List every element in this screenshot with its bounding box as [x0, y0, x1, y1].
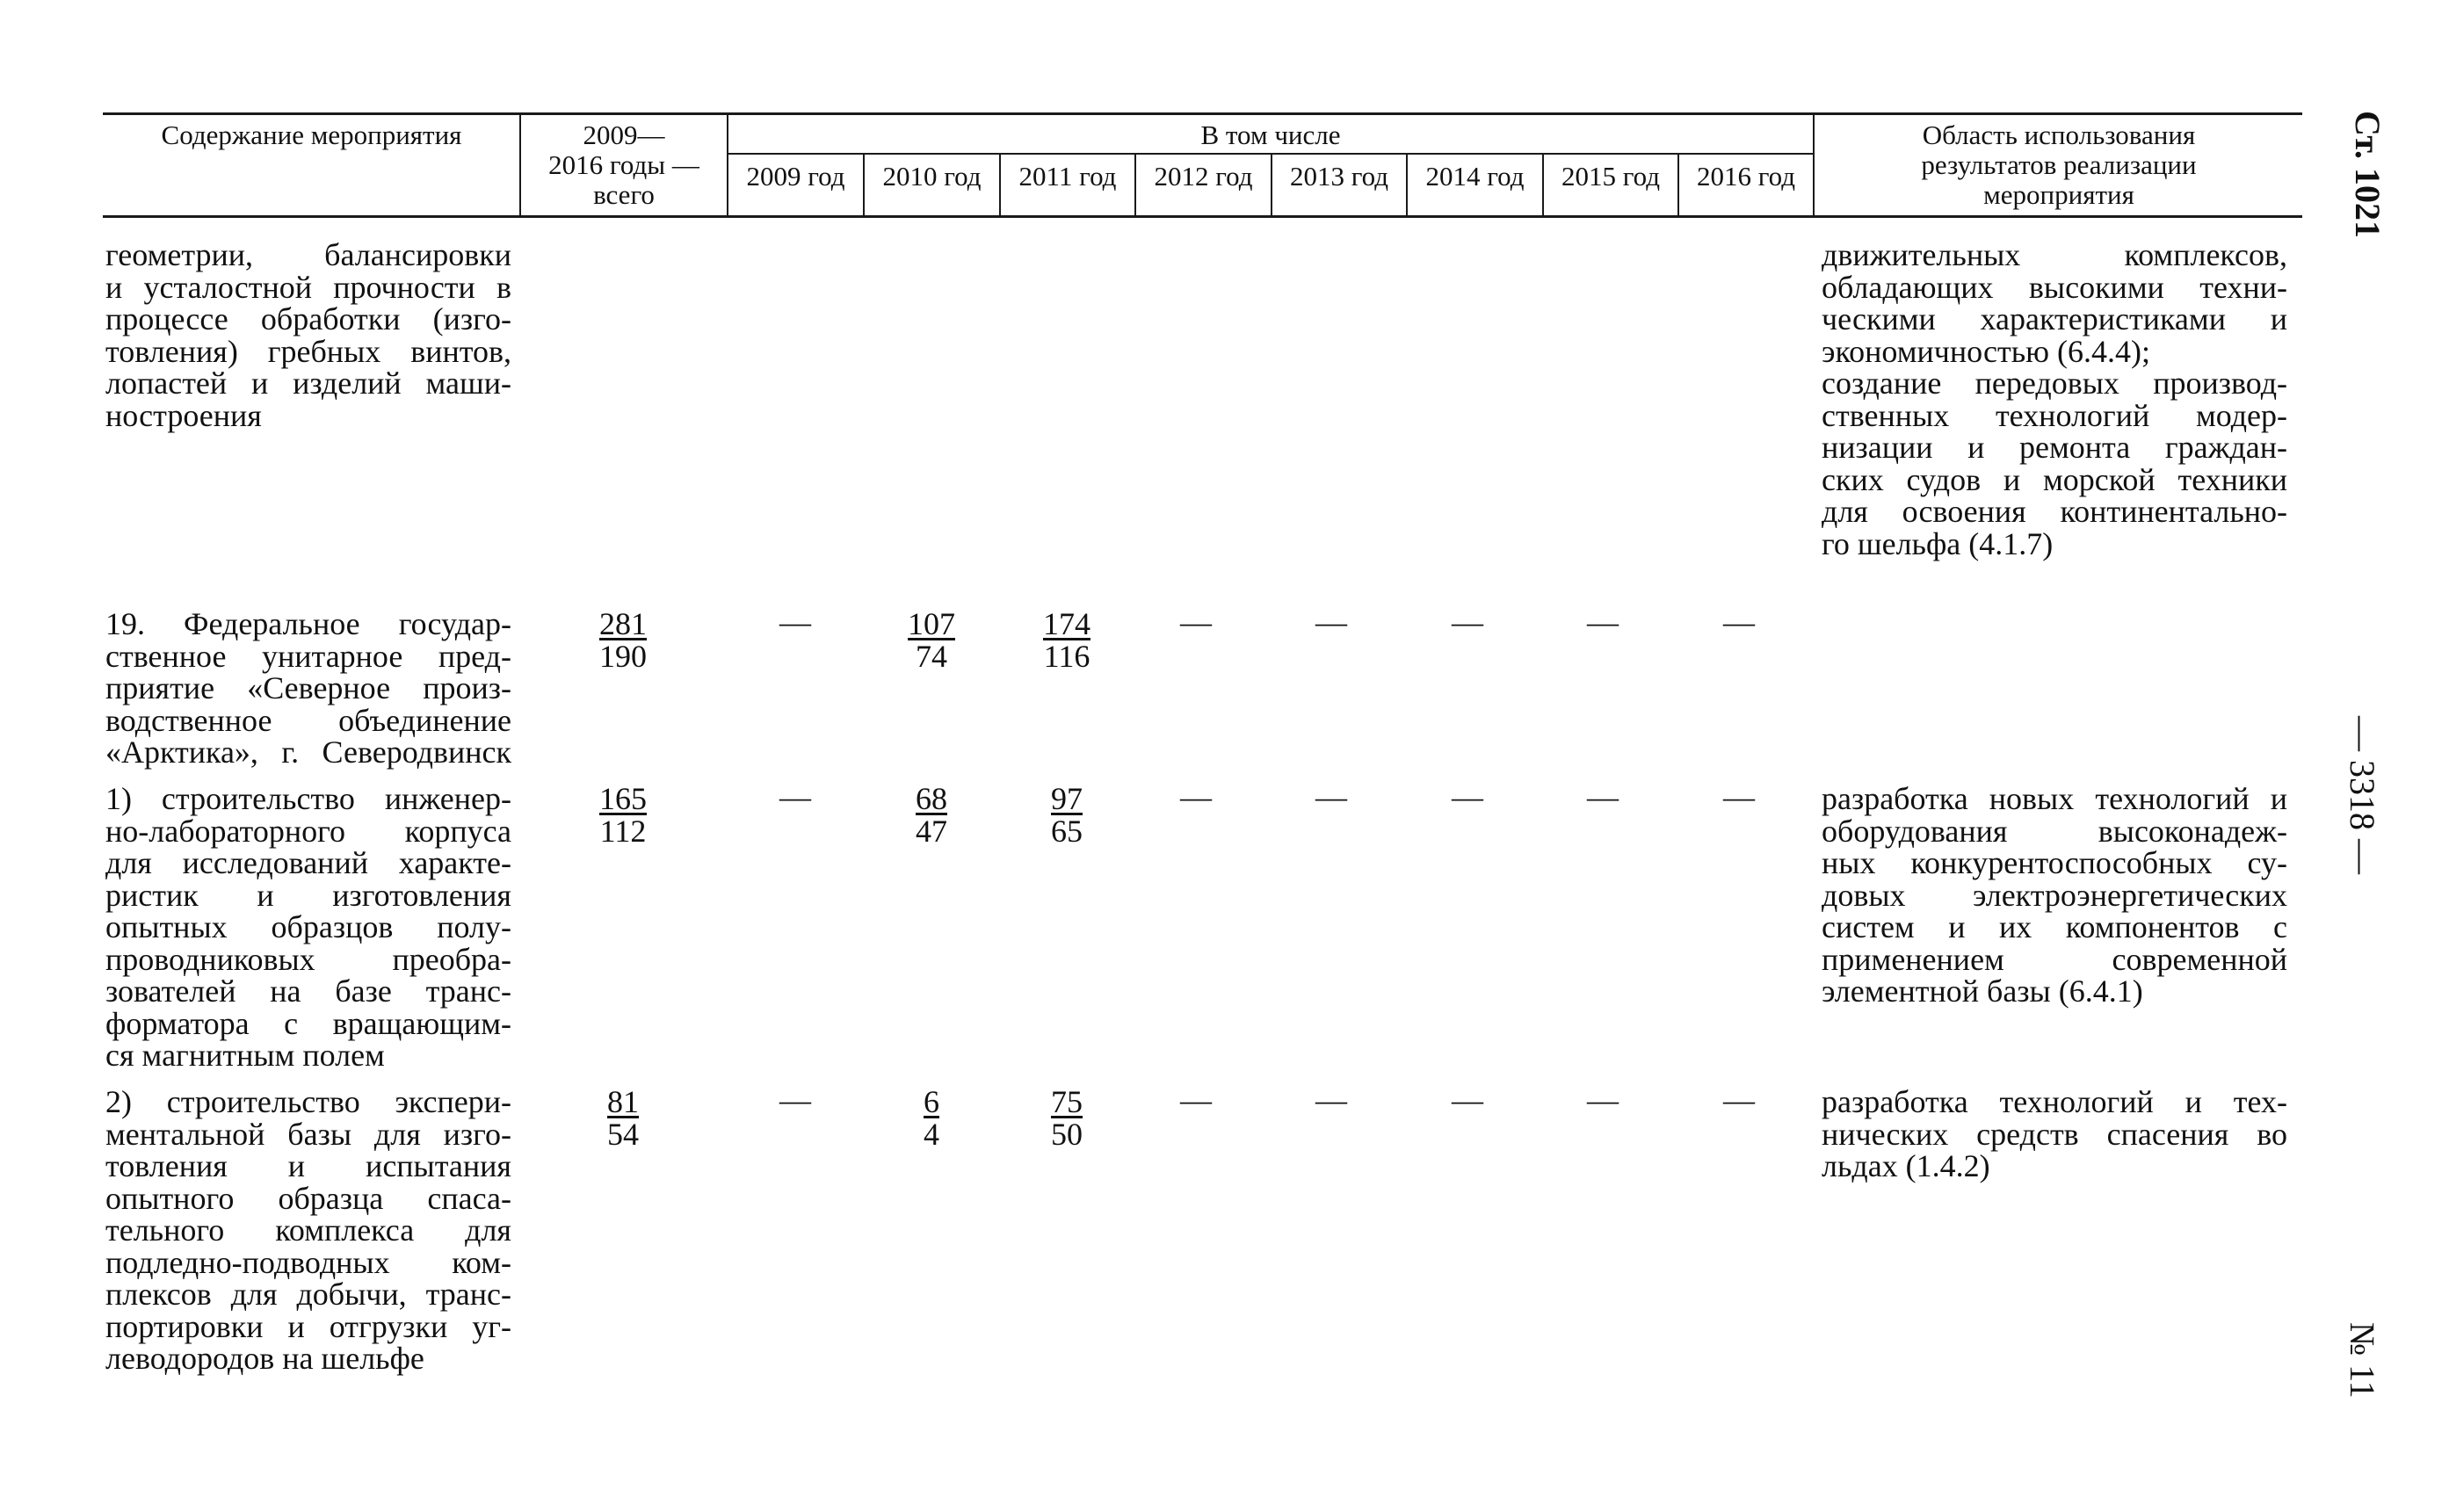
row-2-total: 81 54	[607, 1084, 639, 1152]
header-year-2011: 2011 год	[1018, 161, 1117, 192]
header-year-2009: 2009 год	[746, 161, 845, 192]
row-19-2011: 174 116	[1043, 606, 1090, 674]
article-number: Ст. 1021	[2348, 111, 2387, 238]
header-total-line3: всего	[593, 179, 655, 210]
row-1-2011: 97 65	[1051, 781, 1083, 849]
header-year-2016: 2016 год	[1696, 161, 1796, 192]
header-area-line3: мероприятия	[1983, 179, 2134, 210]
row-2-2015: —	[1587, 1082, 1619, 1118]
row-19-total: 281 190	[599, 606, 647, 674]
header-year-2014: 2014 год	[1425, 161, 1525, 192]
header-content: Содержание мероприятия	[161, 119, 462, 150]
header-year-2010: 2010 год	[882, 161, 982, 192]
row-1-2015: —	[1587, 779, 1619, 814]
row-1-area: разработка новых технологий и оборудования высоконадеж- ных конкурентоспособных су- довых электроэнергетических систем и их компонентов с применением современной элементной базы (6.4.1)	[1822, 781, 2287, 1009]
row-1-2012: —	[1180, 779, 1212, 814]
row-19-2012: —	[1180, 604, 1212, 640]
continuation-area: движительных комплексов, обладающих высокими техни- ческими характеристиками и экономичностью (6.4.4); создание передовых производ- ственных технологий модер- низации и ремонта граждан- ских судов и морской техники для освоения континентально- го шельфа (4.1.7)	[1822, 237, 2287, 561]
row-1-2009: —	[779, 779, 811, 814]
header-total	[521, 120, 727, 210]
row-19-2016: —	[1723, 604, 1755, 640]
header-year-2012: 2012 год	[1154, 161, 1253, 192]
row-19-2009: —	[779, 604, 811, 640]
row-2-2012: —	[1180, 1082, 1212, 1118]
col-divider-3	[1813, 112, 1815, 216]
header-area-line2: результатов реализации	[1921, 149, 2197, 180]
row-1-total: 165 112	[599, 781, 647, 849]
row-2-2009: —	[779, 1082, 811, 1118]
row-1-content: 1) строительство инженер- но-лабораторного корпуса для исследований характе- ристик и изготовления опытных образцов полу- проводниковых преобра- зователей на базе транс- форматора с вращающим- ся магнитным полем	[105, 781, 511, 1073]
row-1-2014: —	[1452, 779, 1483, 814]
row-2-2014: —	[1452, 1082, 1483, 1118]
header-area	[1815, 120, 2302, 210]
header-year-2013: 2013 год	[1289, 161, 1389, 192]
issue-number: № 11	[2343, 1322, 2382, 1399]
row-2-2011: 75 50	[1051, 1084, 1083, 1152]
row-2-2016: —	[1723, 1082, 1755, 1118]
header-including: В том числе	[1200, 119, 1341, 150]
row-1-2013: —	[1315, 779, 1347, 814]
row-1-2010: 68 47	[916, 781, 947, 849]
header-area-line1: Область использования	[1922, 119, 2196, 150]
header-year-2015: 2015 год	[1561, 161, 1661, 192]
header-total-line2: 2016 годы —	[548, 149, 699, 180]
row-19-2010: 107 74	[908, 606, 955, 674]
row-2-2013: —	[1315, 1082, 1347, 1118]
row-2-2010: 6 4	[924, 1084, 939, 1152]
row-19-2014: —	[1452, 604, 1483, 640]
page-number: — 3318 —	[2343, 716, 2382, 874]
table-top-rule	[103, 112, 2302, 115]
header-bottom-rule	[103, 215, 2302, 218]
row-19-2013: —	[1315, 604, 1347, 640]
continuation-content: геометрии, балансировки и усталостной прочности в процессе обработки (изго- товления) гребных винтов, лопастей и изделий маши- ностроения	[105, 237, 511, 433]
row-2-content: 2) строительство экспери- ментальной базы для изго- товления и испытания опытного образца спаса- тельного комплекса для подледно-подводных ком- плексов для добычи, транс- портировки и отгрузки уг- леводородов на шельфе	[105, 1084, 511, 1376]
row-19-content: 19. Федеральное государ- ственное унитарное пред- приятие «Северное произ- водственное объединение «Арктика», г. Северодвинск	[105, 606, 511, 770]
row-19-2015: —	[1587, 604, 1619, 640]
header-total-line1: 2009—	[583, 119, 665, 150]
row-1-2016: —	[1723, 779, 1755, 814]
row-2-area: разработка технологий и тех- нических средств спасения во льдах (1.4.2)	[1822, 1084, 2287, 1183]
